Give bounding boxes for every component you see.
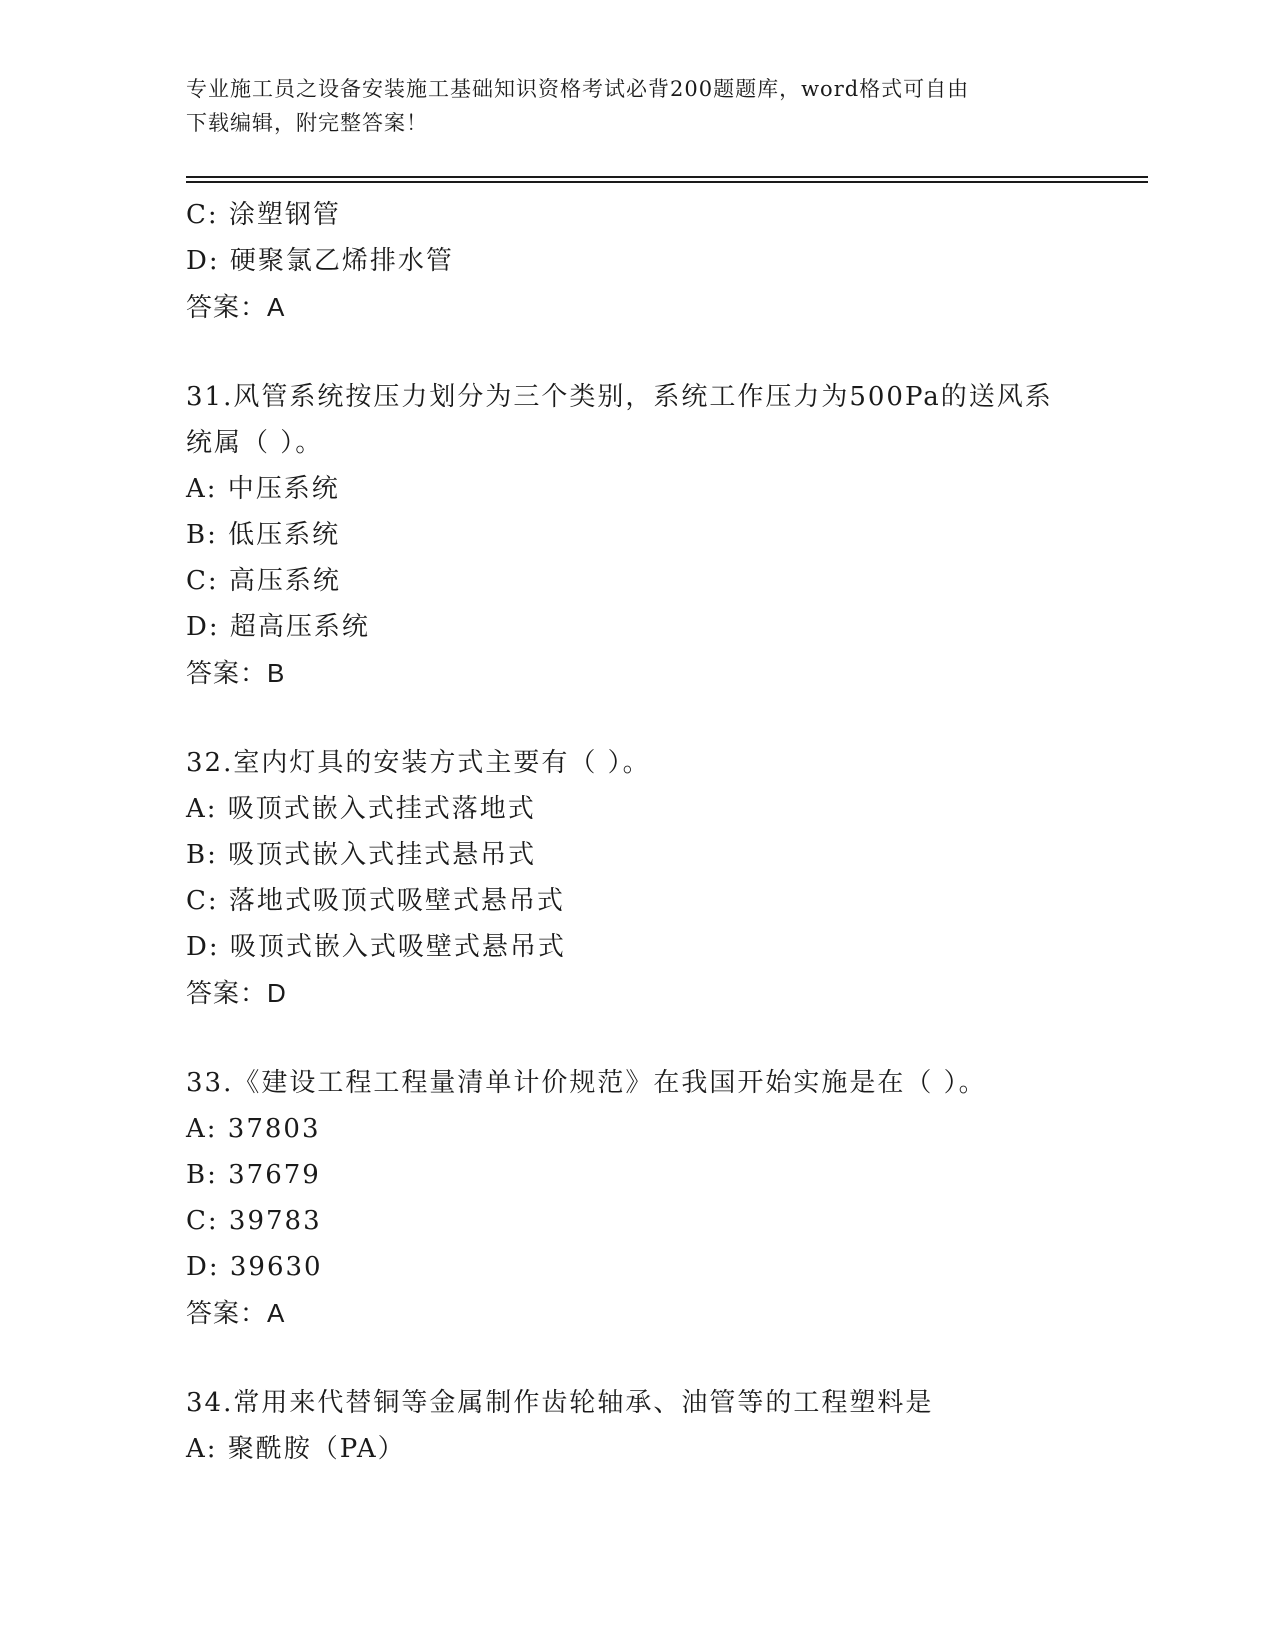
option-b: B: 低压系统 <box>186 520 341 550</box>
option-d: D: 超高压系统 <box>186 612 370 642</box>
header-line-2: 下载编辑，附完整答案！ <box>186 111 428 135</box>
header-line-1: 专业施工员之设备安装施工基础知识资格考试必背200题题库，word格式可自由 <box>186 77 970 101</box>
answer-line: 答案：A <box>186 292 286 322</box>
spacer <box>186 330 1086 374</box>
spacer <box>186 1336 1086 1380</box>
option-b: B: 37679 <box>186 1160 321 1190</box>
document-content <box>186 192 1086 1472</box>
header-rule-bottom <box>186 181 1148 183</box>
spacer <box>186 696 1086 740</box>
question-34 <box>186 1380 1086 1472</box>
answer-line: 答案：A <box>186 1298 286 1328</box>
question-stem: 31.风管系统按压力划分为三个类别，系统工作压力为500Pa的送风系 <box>186 382 1053 412</box>
option-c: C: 高压系统 <box>186 566 341 596</box>
option-c: C: 落地式吸顶式吸壁式悬吊式 <box>186 886 565 916</box>
question-33 <box>186 1060 1086 1336</box>
question-31 <box>186 374 1086 696</box>
question-partial <box>186 192 1086 330</box>
option-d: D: 吸顶式嵌入式吸壁式悬吊式 <box>186 932 566 962</box>
header-rule-top <box>186 176 1148 178</box>
question-stem: 33.《建设工程工程量清单计价规范》在我国开始实施是在（ ）。 <box>186 1068 987 1098</box>
option-b: B: 吸顶式嵌入式挂式悬吊式 <box>186 840 537 870</box>
option-a: A: 吸顶式嵌入式挂式落地式 <box>186 794 536 824</box>
document-header <box>186 72 1086 140</box>
spacer <box>186 1016 1086 1060</box>
option-c: C: 涂塑钢管 <box>186 200 341 230</box>
option-c: C: 39783 <box>186 1206 322 1236</box>
question-stem: 34.常用来代替铜等金属制作齿轮轴承、油管等的工程塑料是 <box>186 1388 934 1418</box>
question-32 <box>186 740 1086 1016</box>
option-a: A: 中压系统 <box>186 474 340 504</box>
option-d: D: 硬聚氯乙烯排水管 <box>186 246 454 276</box>
question-stem: 32.室内灯具的安装方式主要有（ ）。 <box>186 748 651 778</box>
answer-line: 答案：B <box>186 658 286 688</box>
option-a: A: 聚酰胺（PA） <box>186 1434 406 1464</box>
answer-line: 答案：D <box>186 978 287 1008</box>
option-d: D: 39630 <box>186 1252 323 1282</box>
question-stem-continued: 统属（ ）。 <box>186 428 324 458</box>
option-a: A: 37803 <box>186 1114 321 1144</box>
